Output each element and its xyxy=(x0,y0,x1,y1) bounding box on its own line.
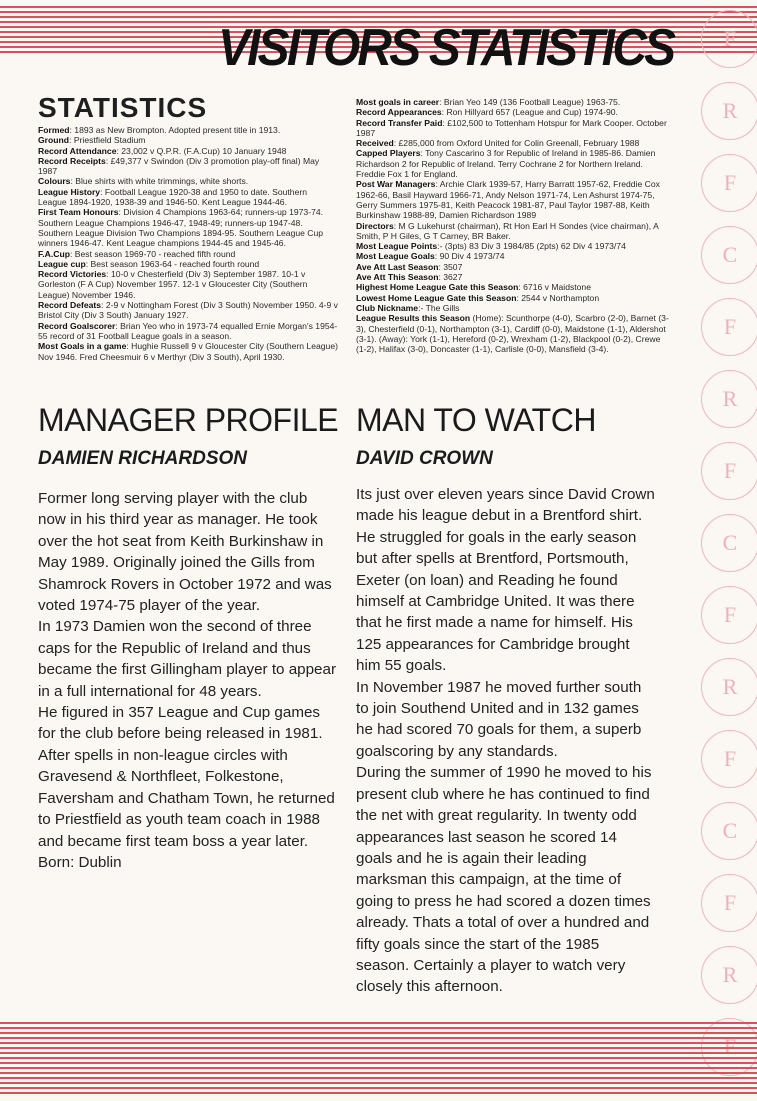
stat-label: Most Goals in a game xyxy=(38,341,127,352)
stat-label: First Team Honours xyxy=(38,207,119,218)
stat-value: M G Lukehurst (chairman), Rt Hon Earl H Sondes (vice chairman), A Smith, P H Giles, G T Carney, BR Baker. xyxy=(356,220,659,241)
statistics-left-column xyxy=(38,125,338,362)
crest-letter: C xyxy=(701,802,757,860)
stat-label: Received xyxy=(356,138,394,149)
stat-value: 3627 xyxy=(443,272,463,283)
stat-value: 2544 v Northampton xyxy=(521,292,600,303)
crest-letter: F xyxy=(701,730,757,788)
crest-letter: R xyxy=(701,82,757,140)
stat-entry xyxy=(38,259,338,269)
stat-label: Lowest Home League Gate this Season xyxy=(356,292,517,303)
stat-label: League Results this Season xyxy=(356,313,471,324)
stat-value: Ron Hillyard 657 (League and Cup) 1974-90. xyxy=(446,107,618,118)
stat-label: Ground xyxy=(38,135,70,146)
stat-separator: : xyxy=(100,186,105,197)
crest-letter: F xyxy=(701,10,757,68)
stat-separator: : xyxy=(126,341,132,352)
crest-letter: F xyxy=(701,298,757,356)
stat-entry xyxy=(38,341,338,362)
stat-separator: : xyxy=(118,207,124,218)
crest-letter: F xyxy=(701,442,757,500)
stat-separator: : xyxy=(441,107,447,118)
stat-value: 2-9 v Nottingham Forest (Div 3 South) November 1950. 4-9 v Bristol City (Div 3 South) January 1927. xyxy=(38,300,338,321)
stat-label: Directors xyxy=(356,220,394,231)
stat-value: The Gills xyxy=(425,302,460,313)
stat-value: £49,377 v Swindon (Div 3 promotion play-off final) May 1987 xyxy=(38,155,320,177)
stat-entry xyxy=(38,176,338,186)
stat-value: Football League 1920-38 and 1950 to date. Southern League 1894-1920, 1938-39 and 1946-50. Kent League 1944-46. xyxy=(38,186,307,208)
stat-separator: : xyxy=(438,272,444,283)
stat-label: Record Appearances xyxy=(356,107,442,118)
stat-separator: : xyxy=(439,97,444,107)
stat-label: Most goals in career xyxy=(356,97,440,107)
stat-separator: :- xyxy=(437,241,445,252)
stat-label: Colours xyxy=(38,176,71,187)
stat-value: Tony Cascarino 3 for Republic of Ireland in 1985-86. Damien Richardson 2 for Republic of Ireland. Terry Cochrane 2 for Northern Ireland. Freddie Fox 1 for England. xyxy=(356,148,656,180)
stat-separator: : xyxy=(516,292,522,303)
stat-value: Priestfield Stadium xyxy=(73,135,146,146)
crest-letter: C xyxy=(701,226,757,284)
stat-entry xyxy=(356,282,672,292)
stat-value: 23,002 v Q.P.R. (F.A.Cup) 10 January 1948 xyxy=(121,145,287,156)
manager-paragraph: In 1973 Damien won the second of three caps for the Republic of Ireland and thus became the first Gillingham player to appear in a full international for 48 years. xyxy=(38,618,336,700)
page-banner-title: VISITORS STATISTICS xyxy=(218,19,674,77)
stat-label: Highest Home League Gate this Season xyxy=(356,282,519,293)
crest-letter: R xyxy=(701,946,757,1004)
stat-entry xyxy=(356,241,672,251)
stat-value: 6716 v Maidstone xyxy=(523,282,591,293)
statistics-right-column xyxy=(356,97,672,354)
stat-label: Most League Goals xyxy=(356,251,435,262)
stat-label: Post War Managers xyxy=(356,179,436,190)
stat-entry xyxy=(356,148,672,179)
stat-entry xyxy=(356,293,672,303)
stat-entry xyxy=(356,179,672,220)
stat-label: Record Transfer Paid xyxy=(356,117,443,128)
stat-entry xyxy=(356,272,672,282)
stat-label: Record Victories xyxy=(38,269,107,280)
stat-label: Most League Points xyxy=(356,241,438,252)
manager-paragraph: He figured in 357 League and Cup games for the club before being released in 1981. After spells in non-league circles with Gravesend & Northfleet, Folkestone, Faversham and Chatham Town, he returned to Priestfield as youth team coach in 1988 and became first team boss a year later. Born: Dublin xyxy=(38,704,335,871)
stat-entry xyxy=(38,207,338,248)
stat-label: Club Nickname xyxy=(356,302,419,313)
stat-entry xyxy=(38,187,338,208)
stat-value: 1893 as New Brompton. Adopted present title in 1913. xyxy=(74,125,281,135)
stat-separator: : xyxy=(442,117,448,128)
stat-value: (3pts) 83 Div 3 1984/85 (2pts) 62 Div 4 1973/74 xyxy=(444,241,626,252)
stat-value: Hughie Russell 9 v Gloucester City (Southern League) Nov 1946. Fred Cheesmuir 6 v Merthyr (Div 3 South), April 1930. xyxy=(38,341,338,362)
stat-separator: : xyxy=(115,320,121,331)
stat-value: Brian Yeo who in 1973-74 equalled Ernie Morgan's 1954-55 record of 31 Football League goals in a season. xyxy=(38,320,338,341)
stat-entry xyxy=(38,269,338,300)
stat-label: Record Attendance xyxy=(38,145,117,156)
stat-entry xyxy=(38,156,338,177)
manager-profile-body xyxy=(38,488,338,873)
stat-value: 10-0 v Chesterfield (Div 3) September 1987. 10-1 v Gorleston (F A Cup) November 1957. 12-1 v Gloucester City (Southern League) November 1946. xyxy=(38,269,308,300)
stat-entry xyxy=(38,125,338,135)
stat-label: Record Defeats xyxy=(38,300,102,311)
stat-entry xyxy=(38,300,338,321)
stat-value: 3507 xyxy=(443,261,463,272)
man-to-watch-body xyxy=(356,484,656,998)
stat-entry xyxy=(356,303,672,313)
stat-entry xyxy=(38,321,338,342)
stat-separator: : xyxy=(393,138,399,149)
stat-value: Blue shirts with white trimmings, white shorts. xyxy=(75,176,249,187)
bottom-rule-lines xyxy=(0,1022,757,1097)
manager-paragraph: Former long serving player with the club now in his third year as manager. He took over the hot seat from Keith Burkinshaw in May 1989. Originally joined the Gills from Shamrock Rovers in October 1972 and was voted 1974-75 player of the year. xyxy=(38,490,332,615)
stat-label: Capped Players xyxy=(356,148,421,159)
stat-label: Record Goalscorer xyxy=(38,320,116,331)
stat-separator: : xyxy=(106,269,111,280)
man-to-watch-name: DAVID CROWN xyxy=(356,448,493,469)
stat-value: (Home): Scunthorpe (4-0), Scarbro (2-0), Barnet (3-3), Chesterfield (0-1), Northampton (3-1), Cardiff (0-0), Maidstone (1-1), Aldershot (3-1). (Away): York (1-1), Hereford (0-2), Wrexham (1-2), Blackpool (0-2), Crewe (1-2), Halifax (3-0), Doncaster (1-1), Carlisle (0-0), Mansfield (3-4). xyxy=(356,313,669,355)
manager-name: DAMIEN RICHARDSON xyxy=(38,448,247,469)
stat-separator: : xyxy=(69,135,74,146)
stat-value: Division 4 Champions 1963-64; runners-up 1973-74. Southern League Champions 1946-47, 1948-49; runners-up 1947-48. Southern League Division Two Champions 1894-95. Southern League Cup winners 1946-47. Kent League champions 1944-45 and 1945-46. xyxy=(38,207,324,249)
stat-entry xyxy=(356,313,672,354)
crest-letter: R xyxy=(701,658,757,716)
stat-entry xyxy=(356,138,672,148)
stat-label: League History xyxy=(38,186,101,197)
stat-value: Best season 1963-64 - reached fourth round xyxy=(90,258,260,269)
stat-separator: : xyxy=(438,261,444,272)
stat-separator: : xyxy=(69,125,75,135)
crest-letter: F xyxy=(701,586,757,644)
stat-label: Ave Att Last Season xyxy=(356,261,439,272)
stat-separator: : xyxy=(85,258,91,269)
stat-label: Formed xyxy=(38,125,70,135)
man-to-watch-paragraph: Its just over eleven years since David Crown made his league debut in a Brentford shirt. He struggled for goals in the early season but after spells at Brentford, Portsmouth, Exeter (on loan) and Reading he found himself at Cambridge United. It was there that he first made a name for himself. His 125 appearances for Cambridge brought him 55 goals. xyxy=(356,486,655,675)
stat-separator: : xyxy=(393,220,399,231)
stat-separator: : xyxy=(420,148,426,159)
stat-entry xyxy=(38,146,338,156)
crest-letter: R xyxy=(701,370,757,428)
stat-value: £102,500 to Tottenham Hotspur for Mark Cooper. October 1987 xyxy=(356,117,667,138)
stat-separator: : xyxy=(435,179,440,190)
stat-separator: : xyxy=(105,155,111,166)
stat-entry xyxy=(38,249,338,259)
stat-entry xyxy=(356,221,672,242)
stat-entry xyxy=(356,107,672,117)
crest-letter: F xyxy=(701,874,757,932)
stat-label: League cup xyxy=(38,258,86,269)
stat-separator: : xyxy=(70,176,76,187)
stat-entry xyxy=(356,251,672,261)
man-to-watch-heading: MAN TO WATCH xyxy=(356,402,596,438)
stat-label: Record Receipts xyxy=(38,155,106,166)
stat-separator: : xyxy=(518,282,524,293)
stat-entry xyxy=(356,118,672,139)
stat-value: Archie Clark 1939-57, Harry Barratt 1957-62, Freddie Cox 1962-66, Basil Hayward 1966-71, Andy Nelson 1971-74, Len Ashurst 1974-75, Gerry Summers 1975-81, Keith Peacock 1981-87, Paul Taylor 1987-88, Keith Burkinshaw 1988-89, Damien Richardson 1989 xyxy=(356,179,660,221)
stat-value: £285,000 from Oxford United for Colin Greenall, February 1988 xyxy=(398,138,640,149)
stat-separator: : xyxy=(69,248,75,259)
crest-letter: F xyxy=(701,154,757,212)
statistics-heading: STATISTICS xyxy=(38,92,208,123)
manager-profile-heading: MANAGER PROFILE xyxy=(38,402,339,438)
stat-separator: :- xyxy=(418,302,426,313)
stat-value: Brian Yeo 149 (136 Football League) 1963-75. xyxy=(443,97,621,107)
stat-entry xyxy=(38,135,338,145)
stat-label: Ave Att This Season xyxy=(356,272,439,283)
club-crest-watermark xyxy=(695,0,757,1101)
stat-value: Best season 1969-70 - reached fifth round xyxy=(74,248,236,259)
stat-separator: : xyxy=(116,145,122,156)
stat-entry xyxy=(356,262,672,272)
stat-separator: : xyxy=(101,300,106,311)
stat-entry xyxy=(356,97,672,107)
man-to-watch-paragraph: In November 1987 he moved further south to join Southend United and in 132 games he had scored 70 goals for them, a superb goalscoring by any standards. xyxy=(356,678,642,760)
crest-letter: C xyxy=(701,514,757,572)
man-to-watch-paragraph: During the summer of 1990 he moved to his present club where he has continued to find the net with great regularity. In twenty odd appearances last season he scored 14 goals and he is again their leading marksman this campaign, at the time of going to press he had scored a dozen times already. Thats a total of over a hundred and fifty goals since the start of the 1985 season. Certainly a player to watch very closely this afternoon. xyxy=(356,764,652,996)
stat-separator: : xyxy=(434,251,440,262)
stat-value: 90 Div 4 1973/74 xyxy=(439,251,505,262)
stat-label: F.A.Cup xyxy=(38,248,70,259)
